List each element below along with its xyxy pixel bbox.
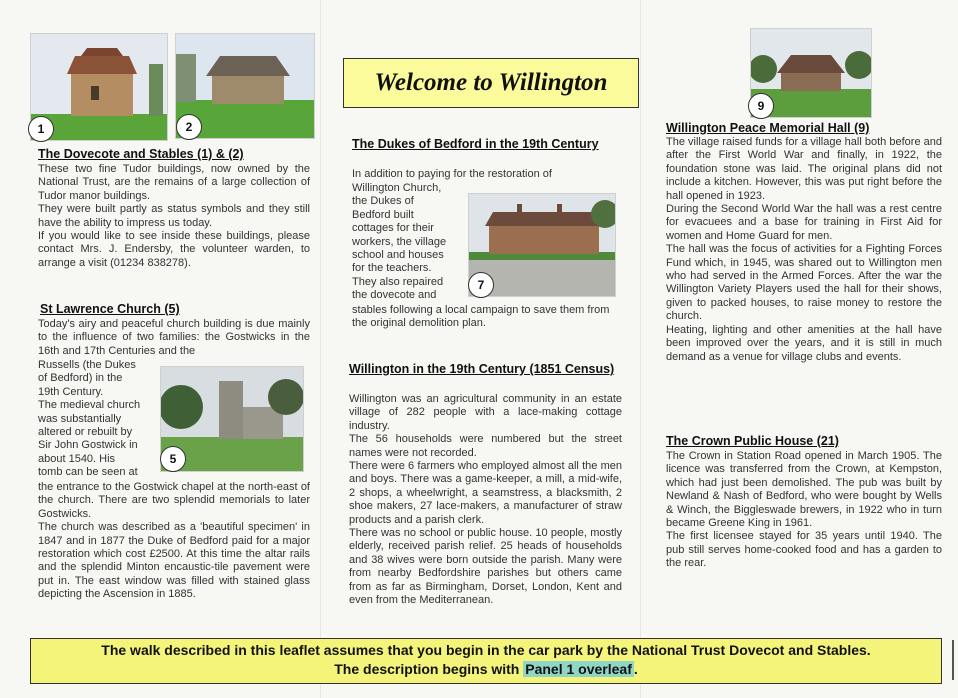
fold-line-right (640, 0, 641, 698)
dukes-wrap-line: for the teachers. (352, 262, 432, 275)
census-para-3: There were 6 farmers who employed almost all the men and boys. There was a game-keeper, a mill, a mid-wife, 2 shops, a wheelwright, a seamstress, a blacksmith, 2 shoe makers, 27 lace-makers, a manufacturer of straw products and a parish clerk. (349, 460, 622, 526)
badge-5: 5 (160, 446, 186, 472)
church-para-1-end: the entrance to the Gostwick chapel at the north-east of the church. There are two splendid memorials to later Gostwicks. (38, 481, 310, 520)
hall-text (666, 136, 942, 364)
church-wrap-line: The medieval church (38, 399, 141, 412)
badge-9: 9 (748, 93, 774, 119)
crown-para-2: The first licensee stayed for 35 years until 1940. The pub still serves home-cooked food and has a garden to the rear. (666, 530, 942, 570)
dukes-wrap-line: the Dukes of (352, 195, 414, 208)
hall-para-2: During the Second World War the hall was a rest centre for evacuees and a base for training in First Aid for women and Home Guard for men. (666, 203, 942, 242)
census-para-2: The 56 households were numbered but the street names were not recorded. (349, 433, 622, 459)
dukes-wrap-text (352, 182, 467, 303)
church-wrap-line: 19th Century. (38, 385, 104, 398)
church-wrap-line: altered or rebuilt by (38, 426, 133, 439)
hall-para-4: Heating, lighting and other amenities at the hall have been improved over the years, and it is still in much demand as a venue for village clubs and events. (666, 323, 942, 363)
hall-para-1: The village raised funds for a village hall both before and after the First World War and finally, in 1922, the foundation stone was laid. The original plans did not include a kitchen. However, this was put right before the hall opened in 1923. (666, 136, 942, 202)
footer-line-2 (31, 660, 941, 679)
dukes-wrap-line: school and houses (352, 249, 444, 262)
church-heading: St Lawrence Church (5) (40, 302, 180, 316)
census-heading: Willington in the 19th Century (1851 Census) (349, 362, 615, 376)
footer-line-1: The walk described in this leaflet assumes that you begin in the car park by the National Trust Dovecot and Stables. (101, 642, 871, 658)
dovecote-para-1: These two fine Tudor buildings, now owned by the National Trust, are the remains of a large collection of Tudor manor buildings. (38, 163, 310, 202)
dovecote-para-3: If you would like to see inside these buildings, please contact Mrs. J. Endersby, the volunteer warden, to arrange a visit (01234 838278). (38, 230, 310, 269)
dukes-wrap-line: They also repaired (352, 275, 444, 288)
dukes-wrap-line: workers, the village (352, 235, 447, 248)
church-intro: Today's airy and peaceful church building is due mainly to the influence of two families: the Gostwicks in the 16th and 17th Centuries and the (38, 318, 310, 357)
census-text (349, 393, 622, 608)
crown-heading: The Crown Public House (21) (666, 434, 839, 448)
dukes-wrap-line: Willington Church, (352, 182, 442, 194)
church-wrap-line: about 1540. His (38, 452, 116, 465)
dovecote-para-2: They were built partly as status symbols and they still have the ability to impress us today. (38, 203, 310, 229)
hall-para-3: The hall was the focus of activities for a Fighting Forces Fund which, in 1945, was shared out to Willington men who had served in the Armed Forces. After the war the Willington Variety Players used the hall for their shows, given to packed houses, to raise money to restore the church. (666, 243, 942, 323)
dukes-wrap-line: Bedford built (352, 208, 414, 221)
church-wrap-line: of Bedford) in the (38, 372, 123, 385)
church-text (38, 481, 310, 602)
page-edge-mark (952, 640, 954, 680)
footer-banner (30, 638, 942, 684)
hall-heading: Willington Peace Memorial Hall (9) (666, 121, 870, 135)
panel-1-highlight: Panel 1 overleaf (525, 661, 632, 677)
dukes-intro: In addition to paying for the restoration of (352, 168, 552, 180)
church-wrap-line: Sir John Gostwick in (38, 439, 138, 452)
badge-2: 2 (176, 114, 202, 140)
badge-1: 1 (28, 116, 54, 142)
badge-7: 7 (468, 272, 494, 298)
church-para-2: The church was described as a 'beautiful specimen' in 1847 and in 1877 the Duke of Bedford paid for a major restoration which cost £2500. At this time the altar rails and the splendid Minton encaustic-tile pavement were put in. The east window was filled with stained glass depicting the Ascension in 1885. (38, 521, 310, 601)
page-title: Welcome to Willington (343, 58, 639, 108)
dovecote-text (38, 163, 310, 270)
dukes-wrap-line: the dovecote and (352, 289, 437, 302)
church-wrap-line: was substantially (38, 412, 122, 425)
crown-text (666, 450, 942, 571)
church-wrap-text (38, 359, 158, 480)
church-wrap-line: Russells (the Dukes (38, 359, 136, 371)
census-para-4: There was no school or public house. 10 people, mostly elderly, received parish relief. 25 heads of households and 38 wives were born outside the parish. Many were from nearby Bedfordshire parishes but others came from as far as Birmingham, Dorset, London, Kent and even from the Mediterranean. (349, 527, 622, 607)
footer-line-2-text: The description begins with (334, 661, 524, 677)
fold-line-left (320, 0, 321, 698)
crown-para-1: The Crown in Station Road opened in March 1905. The licence was transferred from the Crown, at Kempston, which had just been demolished. The pub was built by Newland & Nash of Bedford, who were bought by Wells & Winch, the Biggleswade brewers, in 1922 who in turn became Greene King in 1961. (666, 450, 942, 530)
census-para-1: Willington was an agricultural community in an estate village of 282 people with a lace-making cottage industry. (349, 393, 622, 432)
dukes-text-end: stables following a local campaign to save them from the original demolition plan. (352, 304, 610, 330)
dukes-wrap-line: cottages for their (352, 222, 434, 235)
footer-line-2-end: . (633, 661, 638, 677)
church-wrap-line: tomb can be seen at (38, 466, 138, 479)
dovecote-heading: The Dovecote and Stables (1) & (2) (38, 147, 244, 161)
dukes-heading: The Dukes of Bedford in the 19th Century (352, 137, 599, 151)
